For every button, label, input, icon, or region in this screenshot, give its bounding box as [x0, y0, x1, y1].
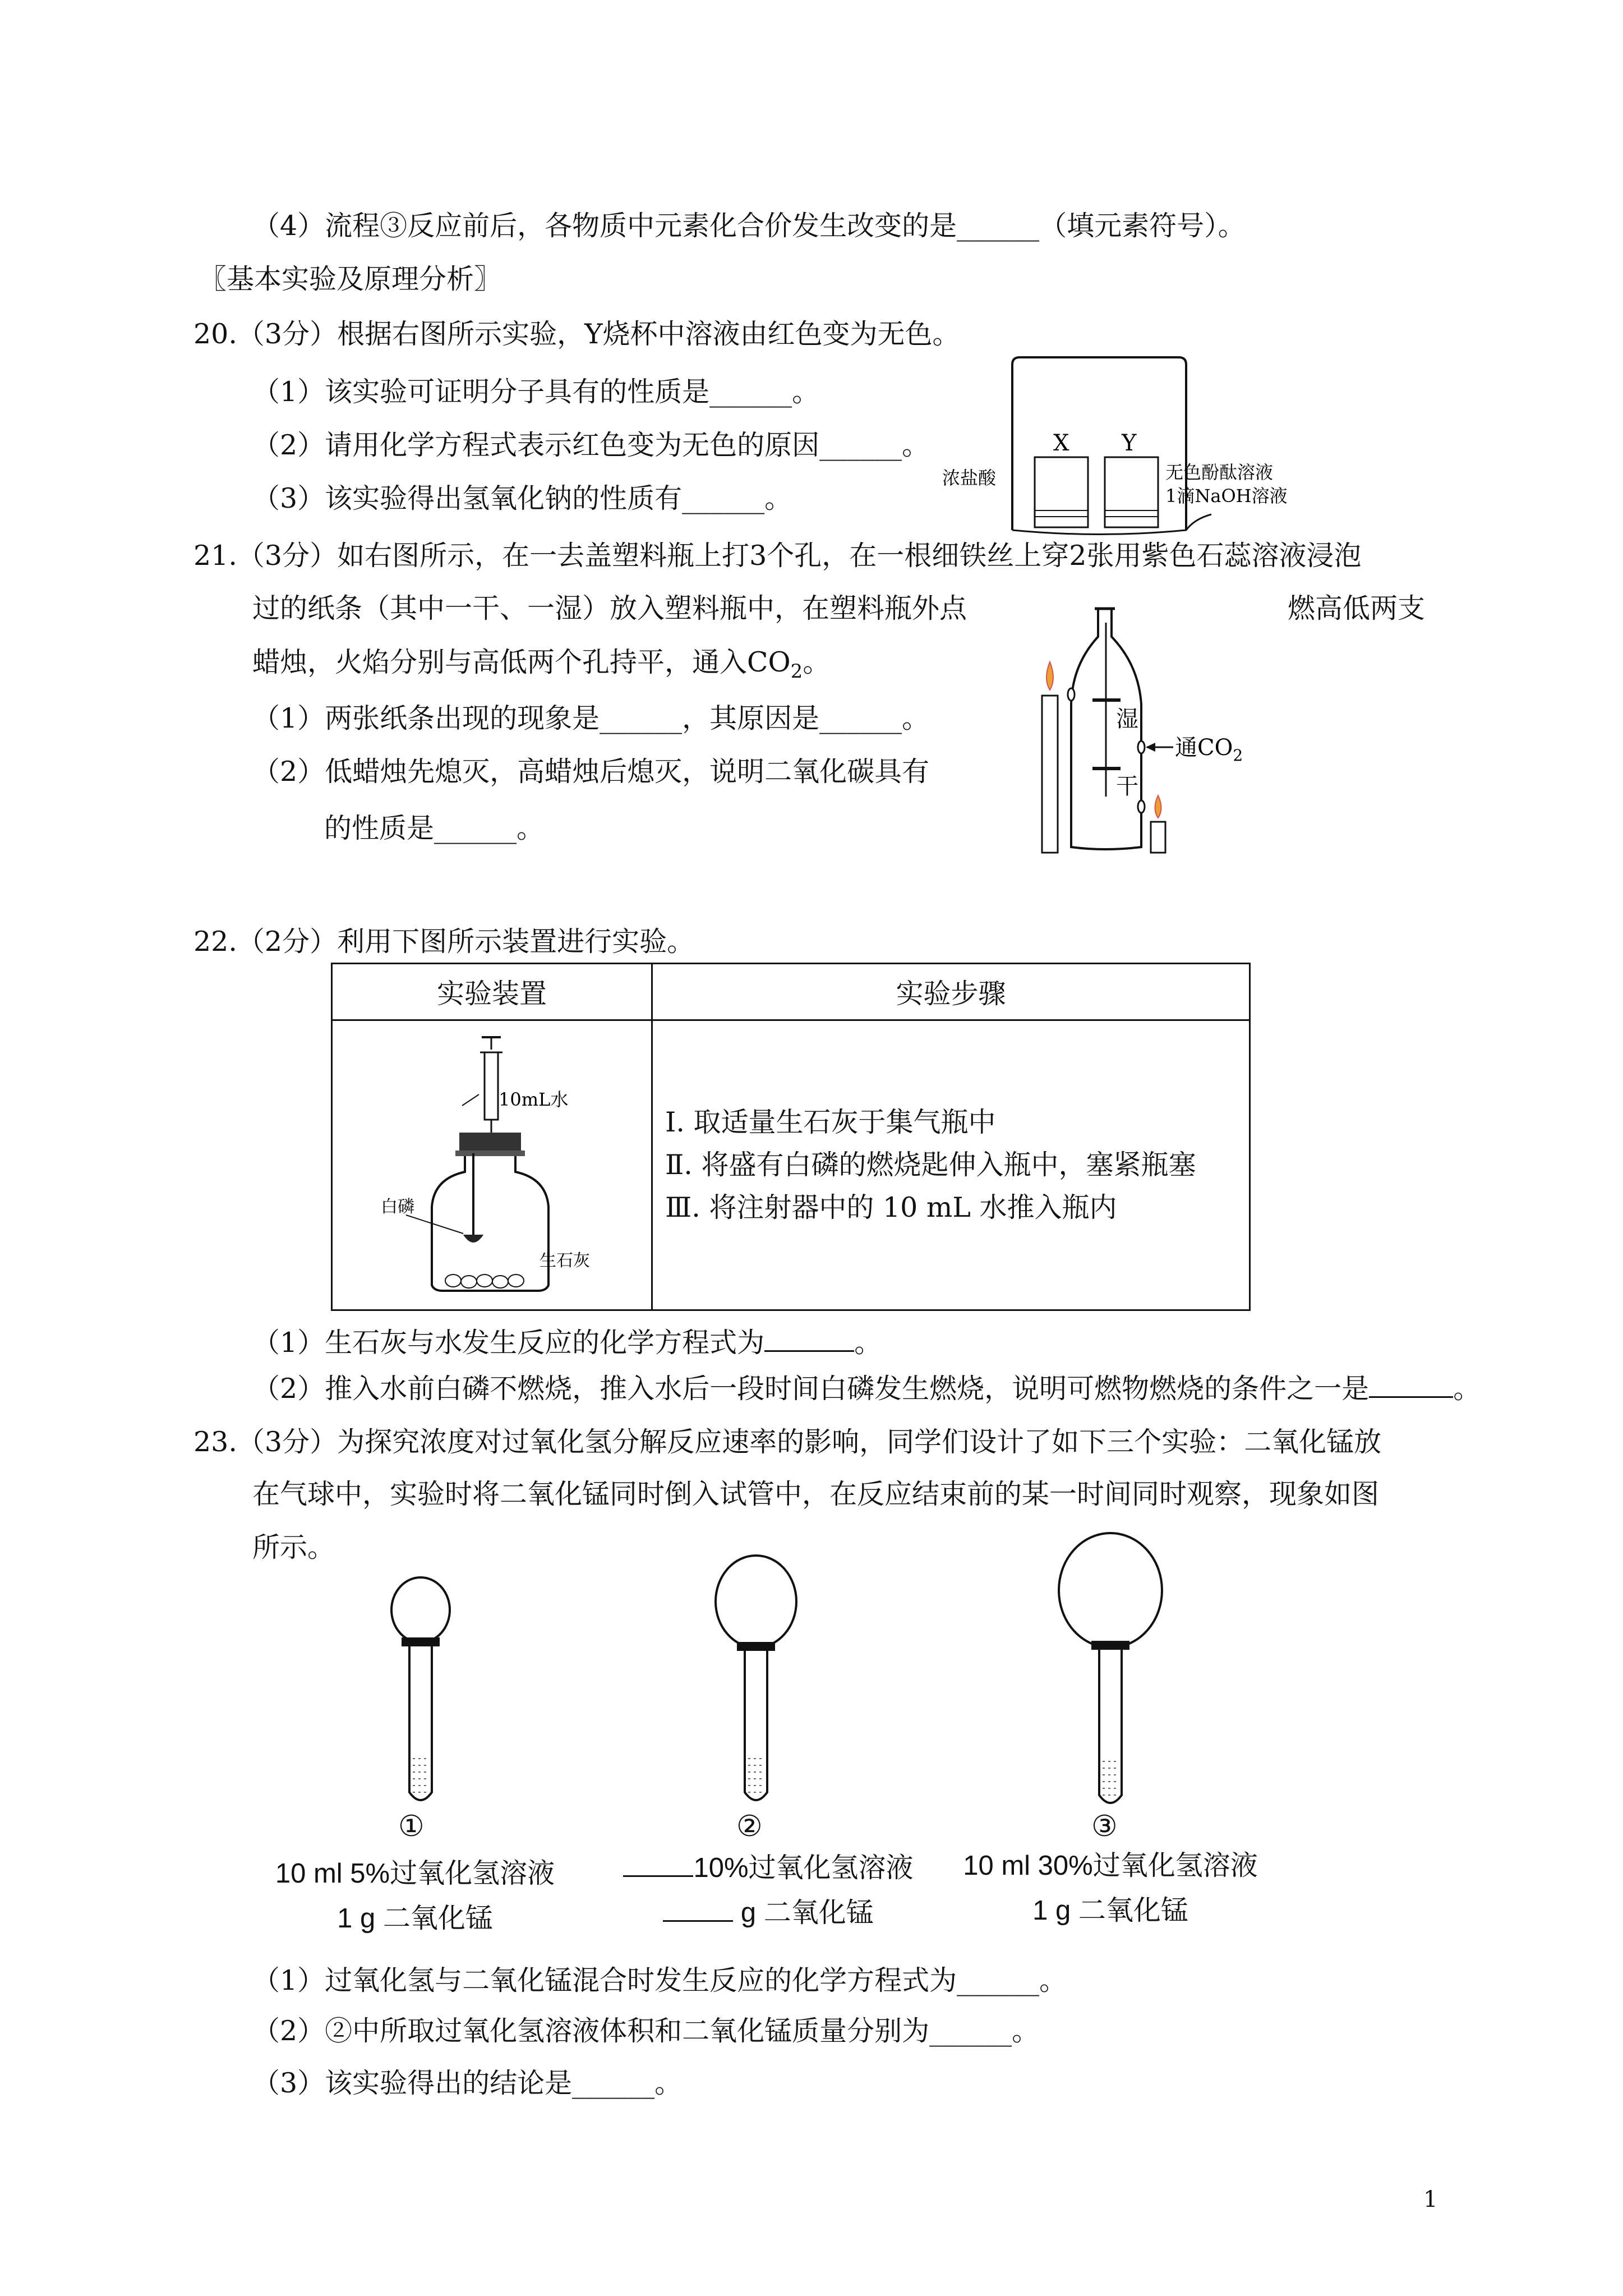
beaker-x-label: X [1053, 430, 1069, 456]
water-label: 10mL水 [499, 1089, 569, 1110]
q20-part3: （3）该实验得出氢氧化钠的性质有______。 [252, 482, 792, 514]
q20-part2: （2）请用化学方程式表示红色变为无色的原因______。 [252, 429, 930, 461]
gas-bottle-apparatus-figure [333, 1022, 647, 1302]
step-2: Ⅱ. 将盛有白磷的燃烧匙伸入瓶中，塞紧瓶塞 [665, 1149, 1196, 1181]
tube-3-figure [1043, 1526, 1178, 1818]
tube-2-solution-line [611, 1846, 925, 1890]
apparatus-cell [332, 1020, 652, 1310]
q21-line2b: 燃高低两支 [1288, 592, 1426, 624]
q22-part2 [252, 1372, 1481, 1406]
tube-3-solution: 10 ml 30%过氧化氢溶液 [963, 1851, 1258, 1881]
q22-part2-text: （2）推入水前白磷不燃烧，推入水后一段时间白磷发生燃烧，说明可燃物燃烧的条件之一是 [252, 1373, 1370, 1405]
answer-blank [1369, 1374, 1453, 1398]
q21-line3 [252, 645, 830, 689]
step-1: Ⅰ. 取适量生石灰于集气瓶中 [665, 1106, 996, 1138]
tube-3-catalyst: 1 g 二氧化锰 [1032, 1895, 1188, 1926]
q22-part1-end: 。 [854, 1327, 882, 1359]
q23-line3: 所示。 [252, 1531, 335, 1563]
tube-2-catalyst: g 二氧化锰 [733, 1898, 874, 1928]
dry-strip-label: 干 [1116, 774, 1138, 799]
answer-blank [623, 1853, 693, 1877]
q20-figure-beakers [931, 351, 1324, 541]
q22-part1 [252, 1326, 882, 1360]
table-header-apparatus: 实验装置 [332, 964, 652, 1020]
q23-line1: 23.（3分）为探究浓度对过氧化氢分解反应速率的影响，同学们设计了如下三个实验：二氧化锰放 [193, 1426, 1382, 1458]
tube-1-figure [370, 1568, 471, 1815]
q21-part2a: （2）低蜡烛先熄灭，高蜡烛后熄灭，说明二氧化碳具有 [252, 756, 930, 788]
right-liquid-label-1: 无色酚酞溶液 [1165, 462, 1274, 483]
co2-inlet-text: 通CO [1175, 735, 1233, 761]
q21-line1: 21.（3分）如右图所示，在一去盖塑料瓶上打3个孔，在一根细铁丝上穿2张用紫色石蕊溶液浸泡 [193, 540, 1362, 572]
tube-2-catalyst-line [611, 1890, 925, 1935]
q21-figure-bottle [1032, 600, 1290, 858]
tube-1-number: ① [398, 1810, 425, 1843]
q21-part1: （1）两张纸条出现的现象是______，其原因是______。 [252, 702, 930, 734]
page-number: 1 [1423, 2187, 1438, 2212]
tube-3-number: ③ [1091, 1810, 1118, 1843]
q22-part1-text: （1）生石灰与水发生反应的化学方程式为 [252, 1327, 765, 1359]
co2-inlet-sub: 2 [1233, 746, 1243, 765]
tube-1-caption [269, 1851, 561, 1941]
q23-line2: 在气球中，实验时将二氧化锰同时倒入试管中，在反应结束前的某一时间同时观察，现象如图 [252, 1478, 1380, 1510]
wet-strip-label: 湿 [1116, 706, 1138, 732]
section-title: 〖基本实验及原理分析〗 [199, 263, 502, 295]
table-header-steps: 实验步骤 [652, 964, 1250, 1020]
tube-2-solution: 10%过氧化氢溶液 [693, 1853, 914, 1883]
q23-part2: （2）②中所取过氧化氢溶液体积和二氧化锰质量分别为______。 [252, 2015, 1040, 2047]
tube-2-figure [700, 1545, 812, 1815]
q22-stem: 22.（2分）利用下图所示装置进行实验。 [193, 926, 695, 958]
lime-label: 生石灰 [540, 1251, 590, 1271]
q22-experiment-table [331, 963, 1251, 1311]
co2-inlet-label [1175, 735, 1243, 765]
q21-line3-text: 蜡烛，火焰分别与高低两个孔持平，通入CO [252, 646, 791, 678]
steps-cell [652, 1020, 1250, 1310]
q23-part1: （1）过氧化氢与二氧化锰混合时发生反应的化学方程式为______。 [252, 1964, 1067, 1996]
tube-1-solution: 10 ml 5%过氧化氢溶液 [275, 1858, 555, 1889]
right-liquid-label-2: 1滴NaOH溶液 [1165, 485, 1288, 507]
q20-stem: 20.（3分）根据右图所示实验，Y烧杯中溶液由红色变为无色。 [193, 318, 960, 350]
tube-2-caption [611, 1846, 925, 1935]
step-3: Ⅲ. 将注射器中的 10 mL 水推入瓶内 [665, 1191, 1117, 1223]
q22-part2-end: 。 [1453, 1373, 1481, 1405]
left-liquid-label: 浓盐酸 [942, 467, 997, 489]
q20-part1: （1）该实验可证明分子具有的性质是______。 [252, 376, 820, 408]
q21-line3-end: 。 [803, 646, 831, 678]
phosphorus-label: 白磷 [381, 1197, 414, 1217]
q19-part4: （4）流程③反应前后，各物质中元素化合价发生改变的是______（填元素符号）。 [252, 210, 1246, 242]
answer-blank [663, 1898, 733, 1922]
q21-part2b: 的性质是______。 [324, 812, 545, 844]
beaker-y-label: Y [1122, 430, 1137, 456]
tube-2-number: ② [736, 1810, 763, 1843]
answer-blank [764, 1328, 854, 1352]
q23-part3: （3）该实验得出的结论是______。 [252, 2067, 683, 2099]
tube-1-catalyst: 1 g 二氧化锰 [337, 1903, 493, 1934]
q21-line2a: 过的纸条（其中一干、一湿）放入塑料瓶中，在塑料瓶外点 [252, 592, 967, 624]
tube-3-caption [959, 1843, 1262, 1933]
q21-line3-sub: 2 [790, 660, 803, 683]
